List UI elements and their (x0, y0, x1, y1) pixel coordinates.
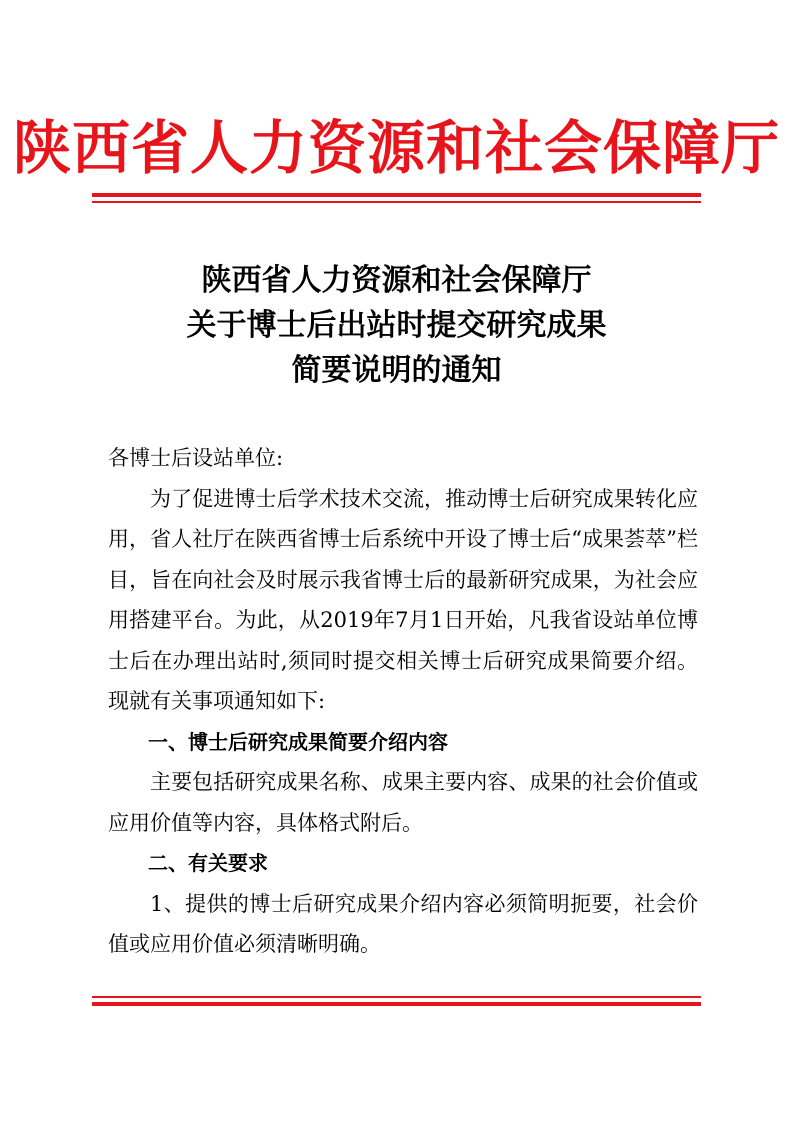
document-title-line-2: 关于博士后出站时提交研究成果 (186, 308, 607, 343)
document-body (108, 438, 698, 965)
section-1-paragraph: 主要包括研究成果名称、成果主要内容、成果的社会价值或应用价值等内容，具体格式附后。 (108, 770, 698, 835)
document-title (0, 258, 793, 393)
document-title-line-1: 陕西省人力资源和社会保障厅 (201, 263, 592, 298)
section-1-heading: 一、博士后研究成果简要介绍内容 (148, 729, 448, 754)
masthead-title: 陕西省人力资源和社会保障厅 (12, 114, 780, 182)
masthead-rule-thick (92, 193, 701, 197)
footer-rule-thick (92, 1002, 701, 1006)
intro-paragraph: 为了促进博士后学术技术交流，推动博士后研究成果转化应用，省人社厅在陕西省博士后系统中开设了博士后“成果荟萃”栏目，旨在向社会及时展示我省博士后的最新研究成果，为社会应用搭建平台。为此，从2019年7月1日开始，凡我省设站单位博士后在办理出站时,须同时提交相关博士后研究成果简要介绍。现就有关事项通知如下: (108, 486, 698, 713)
section-2-item-1: 1、提供的博士后研究成果介绍内容必须简明扼要，社会价值或应用价值必须清晰明确。 (108, 891, 698, 956)
footer-rule-thin (92, 996, 701, 998)
document-title-line-3: 简要说明的通知 (291, 353, 502, 388)
masthead-rule-thin (92, 201, 701, 203)
section-2-heading: 二、有关要求 (148, 851, 268, 875)
salutation: 各博士后设站单位: (108, 446, 284, 470)
